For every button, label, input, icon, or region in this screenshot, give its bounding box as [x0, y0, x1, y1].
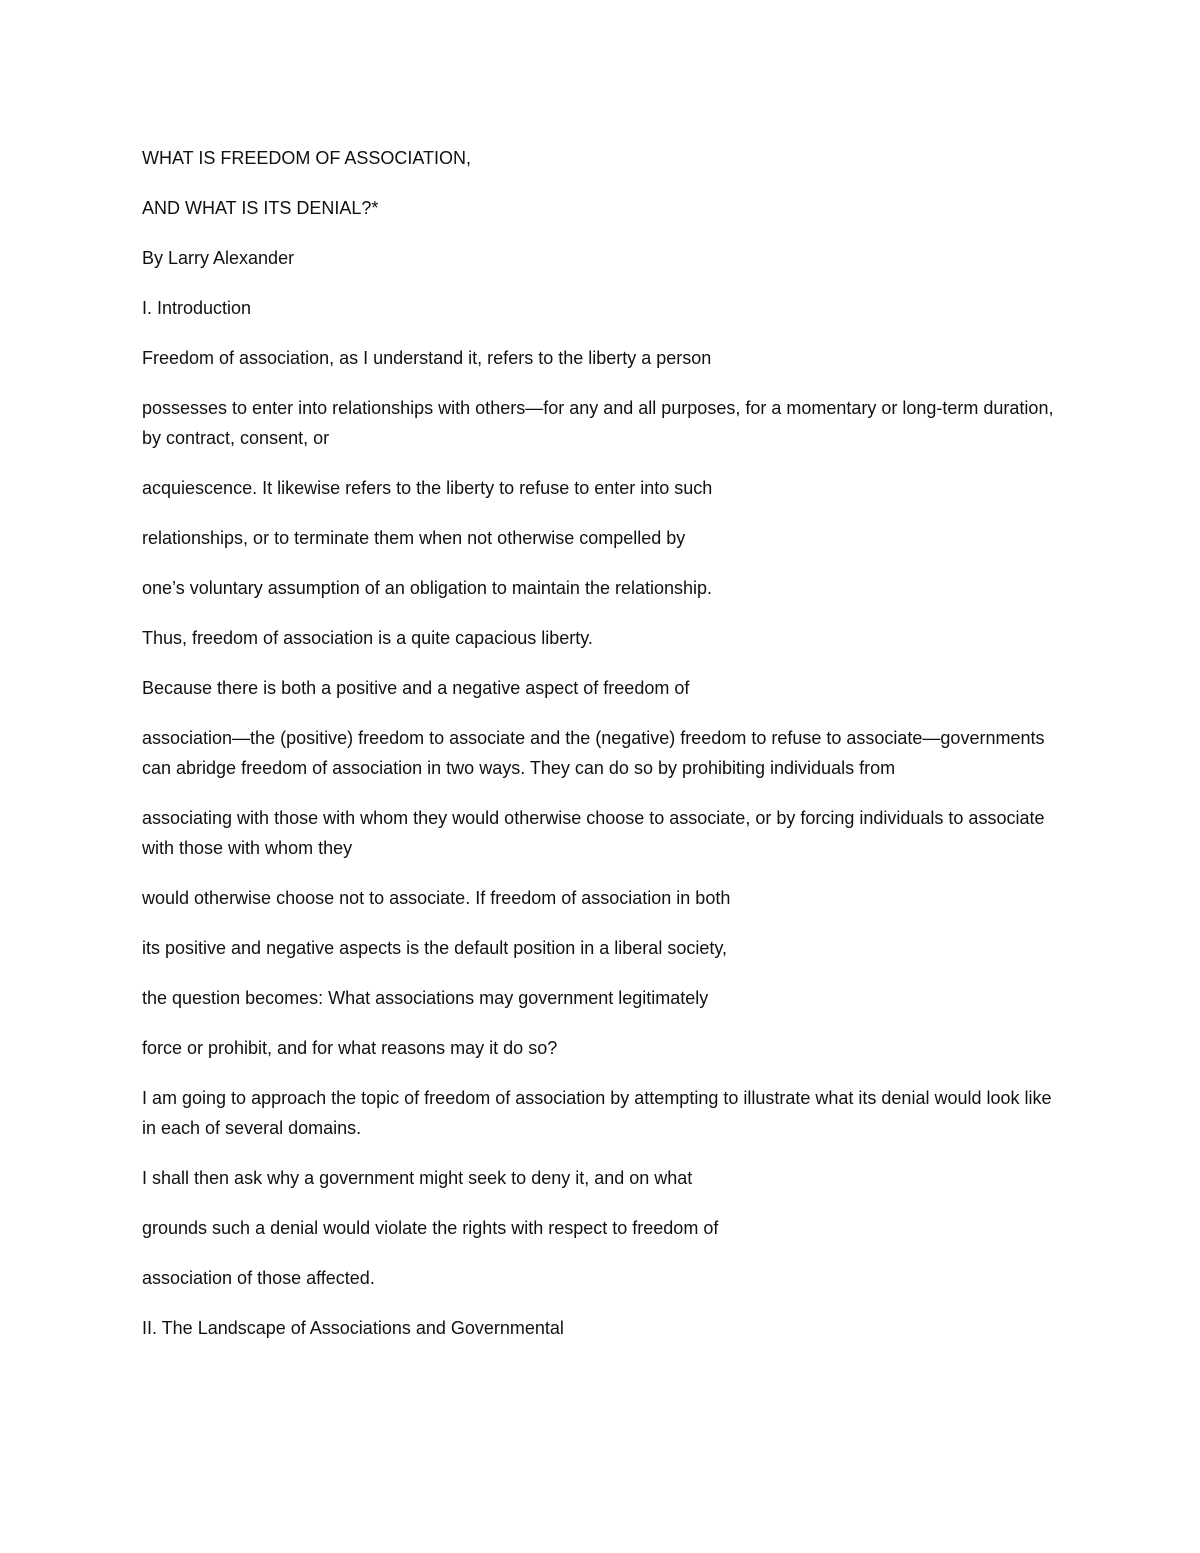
body-paragraph: I am going to approach the topic of freedom of association by attempting to illustrate what its denial would look like in each of several domains.	[142, 1088, 1052, 1138]
body-paragraph: acquiescence. It likewise refers to the liberty to refuse to enter into such	[142, 478, 713, 498]
section-heading-landscape: II. The Landscape of Associations and Governmental	[142, 1318, 564, 1338]
body-paragraph: association—the (positive) freedom to associate and the (negative) freedom to refuse to associate—governments can abridge freedom of association in two ways. They can do so by prohibiting individuals from	[142, 728, 1045, 778]
body-paragraph: force or prohibit, and for what reasons may it do so?	[142, 1038, 558, 1058]
body-paragraph: possesses to enter into relationships with others—for any and all purposes, for a momentary or long-term duration, by contract, consent, or	[142, 398, 1054, 448]
section-heading-introduction: I. Introduction	[142, 298, 252, 318]
body-paragraph: relationships, or to terminate them when not otherwise compelled by	[142, 528, 686, 548]
document-body	[142, 143, 1060, 1363]
body-paragraph: the question becomes: What associations may government legitimately	[142, 988, 709, 1008]
body-paragraph: one’s voluntary assumption of an obligation to maintain the relationship.	[142, 578, 713, 598]
body-paragraph: association of those affected.	[142, 1268, 375, 1288]
body-paragraph: Thus, freedom of association is a quite capacious liberty.	[142, 628, 593, 648]
title-line-2: AND WHAT IS ITS DENIAL?*	[142, 198, 379, 218]
body-paragraph: Because there is both a positive and a negative aspect of freedom of	[142, 678, 690, 698]
body-paragraph: associating with those with whom they would otherwise choose to associate, or by forcing individuals to associate with those with whom they	[142, 808, 1045, 858]
body-paragraph: grounds such a denial would violate the rights with respect to freedom of	[142, 1218, 719, 1238]
title-line-1: WHAT IS FREEDOM OF ASSOCIATION,	[142, 148, 472, 168]
body-paragraph: its positive and negative aspects is the default position in a liberal society,	[142, 938, 727, 958]
author-byline: By Larry Alexander	[142, 248, 295, 268]
body-paragraph: I shall then ask why a government might seek to deny it, and on what	[142, 1168, 693, 1188]
body-paragraph: Freedom of association, as I understand it, refers to the liberty a person	[142, 348, 712, 368]
body-paragraph: would otherwise choose not to associate. If freedom of association in both	[142, 888, 731, 908]
